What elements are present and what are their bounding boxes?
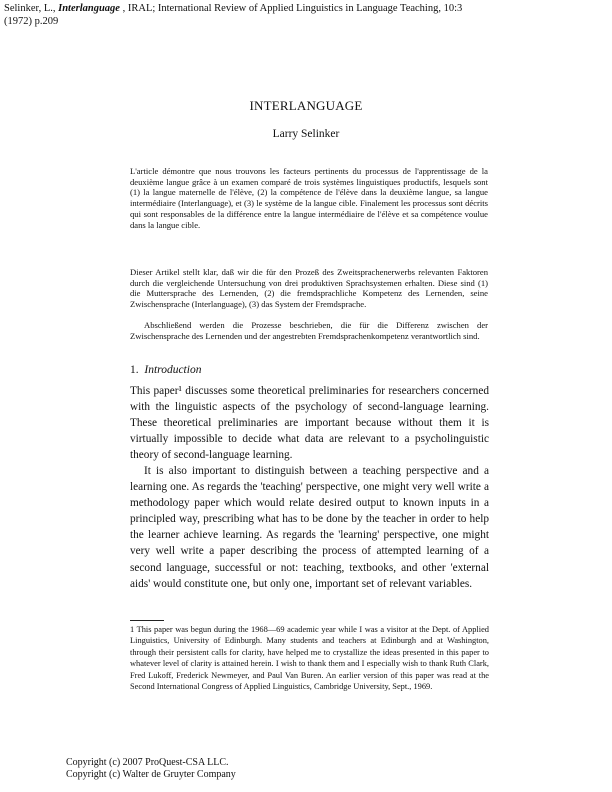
copyright-line-2: Copyright (c) Walter de Gruyter Company bbox=[66, 769, 236, 781]
article-title: INTERLANGUAGE bbox=[249, 98, 363, 113]
section-heading bbox=[130, 364, 201, 376]
abstract-german-continued: Abschließend werden die Prozesse beschrieben, die für die Differenz zwischen der Zwischensprache des Lernenden und der angestrebten Fremdsprachenkompetenz verantwortlich sind. bbox=[130, 320, 488, 341]
article-author: Larry Selinker bbox=[272, 128, 340, 140]
citation-title: Interlanguage bbox=[58, 3, 120, 14]
footnote-divider bbox=[130, 620, 164, 621]
citation-header bbox=[4, 2, 484, 28]
copyright-line-1: Copyright (c) 2007 ProQuest-CSA LLC. bbox=[66, 757, 229, 768]
copyright-notice bbox=[66, 757, 236, 782]
body-paragraph-1: This paper¹ discusses some theoretical preliminaries for researchers concerned with the linguistic aspects of the psychology of second-language learning. These theoretical preliminaries are important because without them it is virtually impossible to decide what data are relevant to a psycholinguistic theory of second-language learning. bbox=[130, 385, 489, 462]
citation-prefix: Selinker, L., bbox=[4, 3, 59, 14]
section-number: 1. bbox=[130, 364, 139, 376]
citation-suffix: , IRAL; International Review of Applied Linguistics in Language Teaching, 10:3 (1972) p.209 bbox=[4, 3, 463, 27]
footnote: 1 This paper was begun during the 1968—69 academic year while I was a visitor at the Dept. of Applied Linguistics, University of Edinburgh. Many students and teachers at Edinburgh and at Washington, through their persistent calls for clarity, have helped me to crystallize the ideas presented in this paper to whatever level of clarity is attained herein. I wish to thank them and I especially wish to thank Ruth Clark, Fred Lukoff, Frederick Newmeyer, and Paul Van Buren. An earlier version of this paper was read at the Second International Congress of Applied Linguistics, Cambridge University, Sept., 1969. bbox=[130, 625, 489, 692]
abstract-french: L'article démontre que nous trouvons les facteurs pertinents du processus de l'apprentissage de la deuxième langue grâce à un examen comparé de trois systèmes linguistiques productifs, lesquels sont (1) la langue maternelle de l'élève, (2) la compétence de l'élève dans la deuxième langue, sa langue intermédiaire (Interlanguage), et (3) le système de la langue cible. Finalement les processus sont décrits qui sont responsables de la différence entre la langue intermédiaire de l'élève et sa compétence voulue dans la langue cible. bbox=[130, 166, 488, 230]
section-title: Introduction bbox=[144, 364, 202, 376]
abstract-german: Dieser Artikel stellt klar, daß wir die für den Prozeß des Zweitsprachenerwerbs relevanten Faktoren durch die vergleichende Untersuchung von drei produktiven Sprachsystemen erhalten. Diese sind (1) die Muttersprache des Lernenden, (2) die fremdsprachliche Kompetenz des Lernenden, seine Zwischensprache (Interlanguage), (3) das System der Fremdsprache. bbox=[130, 267, 488, 310]
body-paragraph-2: It is also important to distinguish between a teaching perspective and a learning one. As regards the 'teaching' perspective, one might very well write a methodology paper which would relate desired output to known inputs in a principled way, prescribing what has to be done by the teacher in order to help the learner achieve learning. As regards the 'learning' perspective, one might very well write a paper describing the process of attempted learning of a second language, successful or not: teaching, textbooks, and other 'external aids' would constitute one, but only one, important set of relevant variables. bbox=[130, 465, 489, 590]
